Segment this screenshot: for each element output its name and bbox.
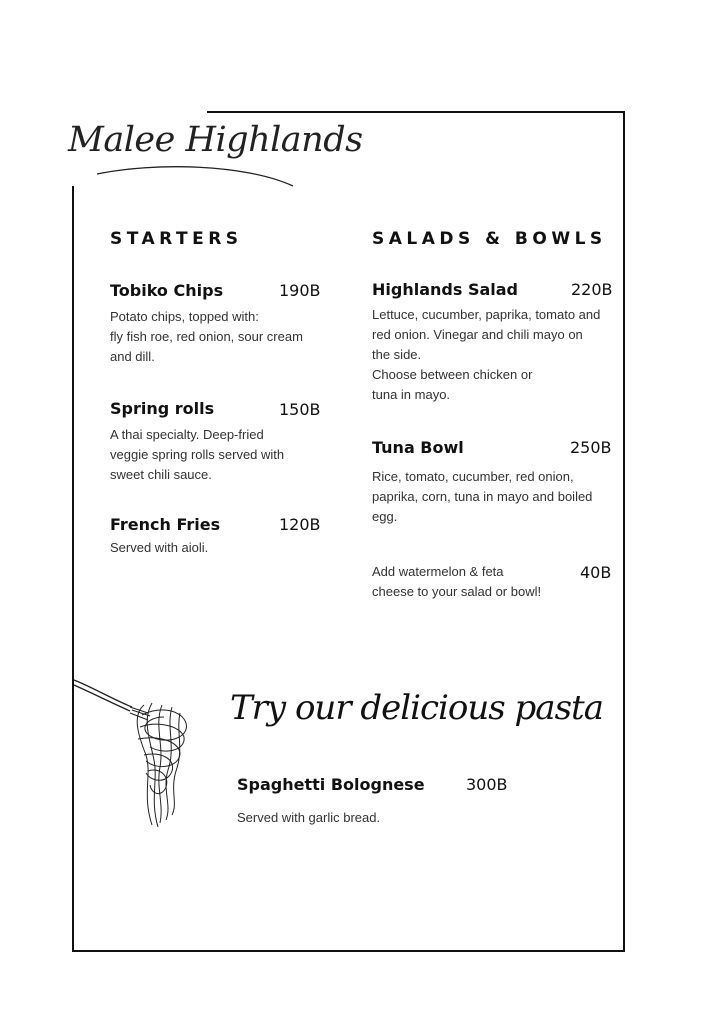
item-price-spring-rolls: 150B <box>279 400 321 419</box>
brand-logo: Malee Highlands <box>68 120 363 160</box>
item-price-highlands-salad: 220B <box>571 280 613 299</box>
item-name-spring-rolls: Spring rolls <box>110 399 215 418</box>
menu-frame-left <box>72 186 74 952</box>
addon-desc: Add watermelon & feta cheese to your salad or bowl! <box>372 564 542 599</box>
item-desc-french-fries: Served with aioli. <box>110 540 209 555</box>
item-name-french-fries: French Fries <box>110 515 221 534</box>
item-desc-highlands-salad: Lettuce, cucumber, paprika, tomato and red onion. Vinegar and chili mayo on the side. Choose between chicken or tuna in mayo. <box>372 307 601 402</box>
item-desc-tobiko-chips: Potato chips, topped with: fly fish roe, red onion, sour cream and dill. <box>110 309 303 364</box>
item-price-french-fries: 120B <box>279 515 321 534</box>
addon-price: 40B <box>580 563 612 582</box>
item-name-highlands-salad: Highlands Salad <box>372 280 518 299</box>
item-desc-spaghetti-bolognese: Served with garlic bread. <box>237 810 381 825</box>
menu-frame-bottom <box>72 950 625 952</box>
item-desc-tuna-bowl: Rice, tomato, cucumber, red onion, paprika, corn, tuna in mayo and boiled egg. <box>372 469 593 524</box>
fork-spaghetti-icon <box>72 675 202 835</box>
menu-frame-top <box>207 111 625 113</box>
salads-title: SALADS & BOWLS <box>372 229 607 249</box>
item-price-tobiko-chips: 190B <box>279 281 321 300</box>
item-name-tuna-bowl: Tuna Bowl <box>372 438 464 457</box>
item-price-spaghetti-bolognese: 300B <box>466 775 508 794</box>
item-name-tobiko-chips: Tobiko Chips <box>110 281 224 300</box>
item-name-spaghetti-bolognese: Spaghetti Bolognese <box>237 775 425 794</box>
menu-frame-right <box>623 111 625 952</box>
pasta-heading: Try our delicious pasta <box>230 688 603 728</box>
logo-swoosh-icon <box>95 160 295 188</box>
starters-title: STARTERS <box>110 229 243 249</box>
item-desc-spring-rolls: A thai specialty. Deep-fried veggie spring rolls served with sweet chili sauce. <box>110 427 285 482</box>
item-price-tuna-bowl: 250B <box>570 438 612 457</box>
